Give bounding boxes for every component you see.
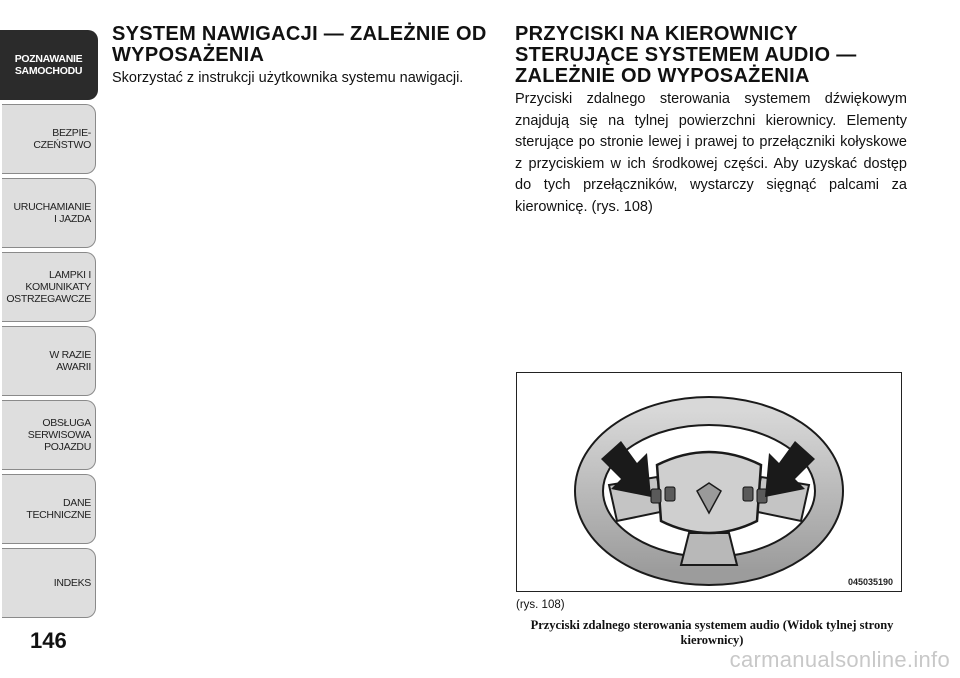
tab-poznawanie-samochodu[interactable]: POZNAWANIE SAMOCHODU bbox=[0, 30, 98, 100]
tab-obsluga-serwisowa[interactable]: OBSŁUGA SERWISOWA POJAZDU bbox=[2, 400, 96, 470]
steering-audio-section bbox=[515, 24, 907, 218]
page-number: 146 bbox=[30, 628, 67, 653]
figure-reference: (rys. 108) bbox=[516, 599, 565, 611]
chapter-tabs bbox=[0, 0, 100, 640]
section-heading-navigation: SYSTEM NAWIGACJI — ZALEŻNIE OD WYPOSAŻENIA bbox=[112, 23, 487, 66]
figure-code: 045035190 bbox=[847, 577, 893, 587]
section-heading-steering-audio: PRZYCISKI NA KIEROWNICY STERUJĄCE SYSTEMEM AUDIO — ZALEŻNIE OD WYPOSAŻENIA bbox=[515, 23, 857, 87]
section-body-navigation: Skorzystać z instrukcji użytkownika systemu nawigacji. bbox=[112, 70, 464, 86]
tab-bezpieczenstwo[interactable]: BEZPIE- CZEŃSTWO bbox=[2, 104, 96, 174]
tab-dane-techniczne[interactable]: DANE TECHNICZNE bbox=[2, 474, 96, 544]
tab-lampki-i-komunikaty[interactable]: LAMPKI I KOMUNIKATY OSTRZEGAWCZE bbox=[2, 252, 96, 322]
watermark: carmanualsonline.info bbox=[729, 647, 950, 672]
tab-w-razie-awarii[interactable]: W RAZIE AWARII bbox=[2, 326, 96, 396]
steering-wheel-figure bbox=[516, 372, 902, 592]
figure-caption: Przyciski zdalnego sterowania systemem audio (Widok tylnej strony kierownicy) bbox=[530, 618, 894, 647]
section-body-steering-audio: Przyciski zdalnego sterowania systemem dźwiękowym znajdują się na tylnej powierzchni kierownicy. Elementy sterujące po stronie lewej i prawej to przełączniki kołyskowe z przyciskiem w ich środkowej części. Aby uzyskać dostęp do tych przełączników, wystarczy sięgnąć palcami za kierownicę. (rys. 108) bbox=[515, 91, 907, 215]
steering-wheel-illustration bbox=[517, 373, 900, 590]
navigation-section bbox=[112, 24, 502, 90]
tab-uruchamianie-i-jazda[interactable]: URUCHAMIANIE I JAZDA bbox=[2, 178, 96, 248]
tab-indeks[interactable]: INDEKS bbox=[2, 548, 96, 618]
